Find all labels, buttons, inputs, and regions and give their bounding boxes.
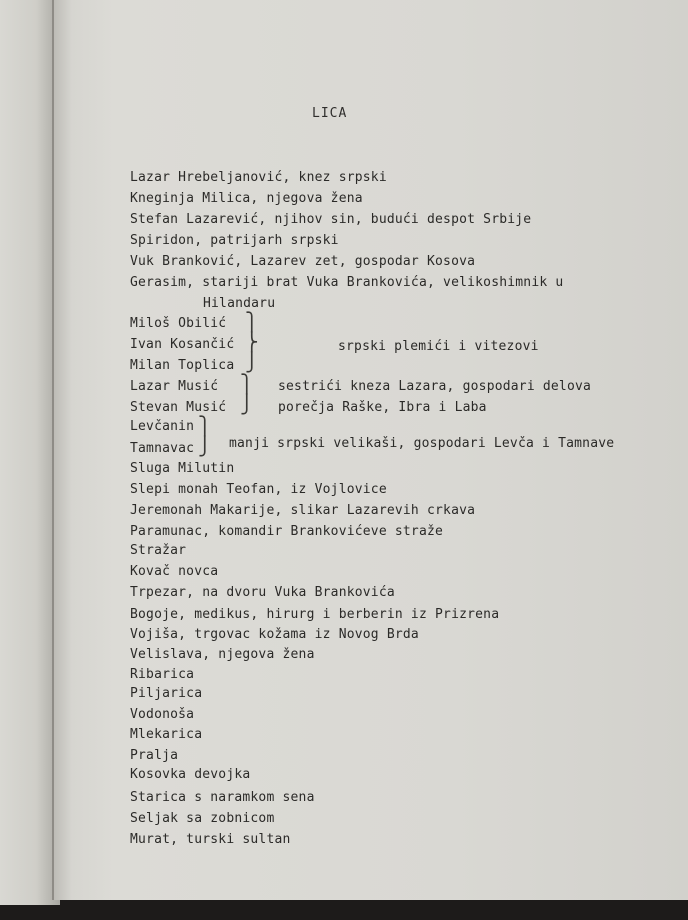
character-line-continuation: Hilandaru [203, 296, 276, 311]
left-page-edge [0, 0, 60, 905]
character-line: Starica s naramkom sena [130, 790, 315, 805]
character-line: Vojiša, trgovac kožama iz Novog Brda [130, 627, 419, 642]
character-line: Levčanin [130, 419, 195, 434]
character-line: Slepi monah Teofan, iz Vojlovice [130, 482, 387, 497]
character-line: Vodonoša [130, 707, 195, 722]
character-line: Seljak sa zobnicom [130, 811, 275, 826]
character-line: Murat, turski sultan [130, 832, 291, 847]
character-line: Gerasim, stariji brat Vuka Brankovića, velikoshimnik u [130, 275, 564, 290]
grouping-brace: ⎬ [245, 332, 259, 353]
character-line: Paramunac, komandir Brankovićeve straže [130, 524, 444, 539]
character-line: Milan Toplica [130, 358, 235, 373]
grouping-brace: ⎫ [198, 416, 212, 437]
character-line: Stražar [130, 543, 187, 558]
character-line: Bogoje, medikus, hirurg i berberin iz Prizrena [130, 607, 500, 622]
character-line: Vuk Branković, Lazarev zet, gospodar Kosova [130, 254, 476, 269]
group-description: porečja Raške, Ibra i Laba [278, 400, 487, 415]
grouping-brace: ⎭ [198, 436, 212, 457]
character-line: Spiridon, patrijarh srpski [130, 233, 339, 248]
character-line: Pralja [130, 748, 179, 763]
character-line: Piljarica [130, 686, 203, 701]
character-line: Ivan Kosančić [130, 337, 235, 352]
character-line: Kosovka devojka [130, 767, 251, 782]
page-title: LICA [312, 106, 348, 121]
character-line: Ribarica [130, 667, 195, 682]
grouping-brace: ⎫ [245, 312, 259, 333]
character-line: Lazar Musić [130, 379, 219, 394]
character-line: Tamnavac [130, 441, 195, 456]
character-line: Stefan Lazarević, njihov sin, budući despot Srbije [130, 212, 532, 227]
character-line: Mlekarica [130, 727, 203, 742]
grouping-brace: ⎭ [245, 352, 259, 373]
group-description: sestrići kneza Lazara, gospodari delova [278, 379, 592, 394]
character-line: Miloš Obilić [130, 316, 227, 331]
group-description: srpski plemići i vitezovi [338, 339, 539, 354]
group-description: manji srpski velikaši, gospodari Levča i Tamnave [229, 436, 615, 451]
character-line: Velislava, njegova žena [130, 647, 315, 662]
character-line: Lazar Hrebeljanović, knez srpski [130, 170, 387, 185]
character-line: Trpezar, na dvoru Vuka Brankovića [130, 585, 395, 600]
character-line: Stevan Musić [130, 400, 227, 415]
character-line: Jeremonah Makarije, slikar Lazarevih crkava [130, 503, 476, 518]
character-line: Sluga Milutin [130, 461, 235, 476]
grouping-brace: ⎫ [240, 374, 254, 395]
grouping-brace: ⎭ [240, 394, 254, 415]
character-line: Kneginja Milica, njegova žena [130, 191, 363, 206]
character-line: Kovač novca [130, 564, 219, 579]
